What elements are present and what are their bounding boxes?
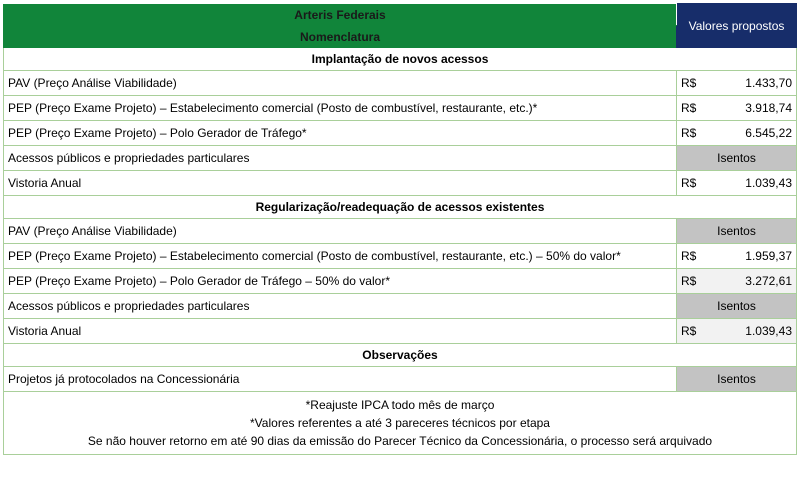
row-label: PEP (Preço Exame Projeto) – Polo Gerador de Tráfego* bbox=[4, 121, 677, 146]
row-currency: R$ bbox=[677, 171, 709, 196]
row-label: Vistoria Anual bbox=[4, 171, 677, 196]
table-row bbox=[4, 219, 797, 244]
exempt-badge: Isentos bbox=[677, 294, 797, 319]
footnotes bbox=[4, 392, 797, 455]
row-currency: R$ bbox=[677, 96, 709, 121]
table-row bbox=[4, 319, 797, 344]
table-row bbox=[4, 146, 797, 171]
footnote: *Reajuste IPCA todo mês de março bbox=[305, 398, 495, 412]
row-label: PAV (Preço Análise Viabilidade) bbox=[4, 219, 677, 244]
fee-table bbox=[3, 3, 797, 455]
row-label: PEP (Preço Exame Projeto) – Estabelecimento comercial (Posto de combustível, restaurante, etc.) – 50% do valor* bbox=[4, 244, 677, 269]
row-label: Vistoria Anual bbox=[4, 319, 677, 344]
section-title-observacoes: Observações bbox=[4, 344, 797, 367]
exempt-badge: Isentos bbox=[677, 146, 797, 171]
row-label: Projetos já protocolados na Concessionária bbox=[4, 367, 677, 392]
row-currency: R$ bbox=[677, 244, 709, 269]
table-row bbox=[4, 96, 797, 121]
table-title: Arteris Federais bbox=[4, 4, 677, 26]
row-currency: R$ bbox=[677, 121, 709, 146]
row-label: PEP (Preço Exame Projeto) – Estabelecimento comercial (Posto de combustível, restaurante, etc.)* bbox=[4, 96, 677, 121]
table-row bbox=[4, 269, 797, 294]
exempt-badge: Isentos bbox=[677, 219, 797, 244]
table-row bbox=[4, 121, 797, 146]
row-value: 1.039,43 bbox=[709, 171, 797, 196]
table-row bbox=[4, 294, 797, 319]
table-row bbox=[4, 244, 797, 269]
row-currency: R$ bbox=[677, 319, 709, 344]
values-column-header: Valores propostos bbox=[677, 4, 797, 48]
row-currency: R$ bbox=[677, 269, 709, 294]
exempt-badge: Isentos bbox=[677, 367, 797, 392]
section-title-regularizacao: Regularização/readequação de acessos existentes bbox=[4, 196, 797, 219]
row-label: Acessos públicos e propriedades particulares bbox=[4, 146, 677, 171]
footnote: Se não houver retorno em até 90 dias da emissão do Parecer Técnico da Concessionária, o processo será arquivado bbox=[87, 434, 713, 448]
row-label: PAV (Preço Análise Viabilidade) bbox=[4, 71, 677, 96]
row-value: 3.918,74 bbox=[709, 96, 797, 121]
row-value: 6.545,22 bbox=[709, 121, 797, 146]
row-value: 1.433,70 bbox=[709, 71, 797, 96]
table-row bbox=[4, 71, 797, 96]
row-currency: R$ bbox=[677, 71, 709, 96]
row-value: 1.039,43 bbox=[709, 319, 797, 344]
table-row bbox=[4, 171, 797, 196]
row-value: 1.959,37 bbox=[709, 244, 797, 269]
row-label: Acessos públicos e propriedades particulares bbox=[4, 294, 677, 319]
footnote: *Valores referentes a até 3 pareceres técnicos por etapa bbox=[250, 416, 550, 430]
section-title-novos: Implantação de novos acessos bbox=[4, 48, 797, 71]
table-row bbox=[4, 367, 797, 392]
nomenclature-header: Nomenclatura bbox=[4, 26, 677, 48]
row-value: 3.272,61 bbox=[709, 269, 797, 294]
row-label: PEP (Preço Exame Projeto) – Polo Gerador de Tráfego – 50% do valor* bbox=[4, 269, 677, 294]
